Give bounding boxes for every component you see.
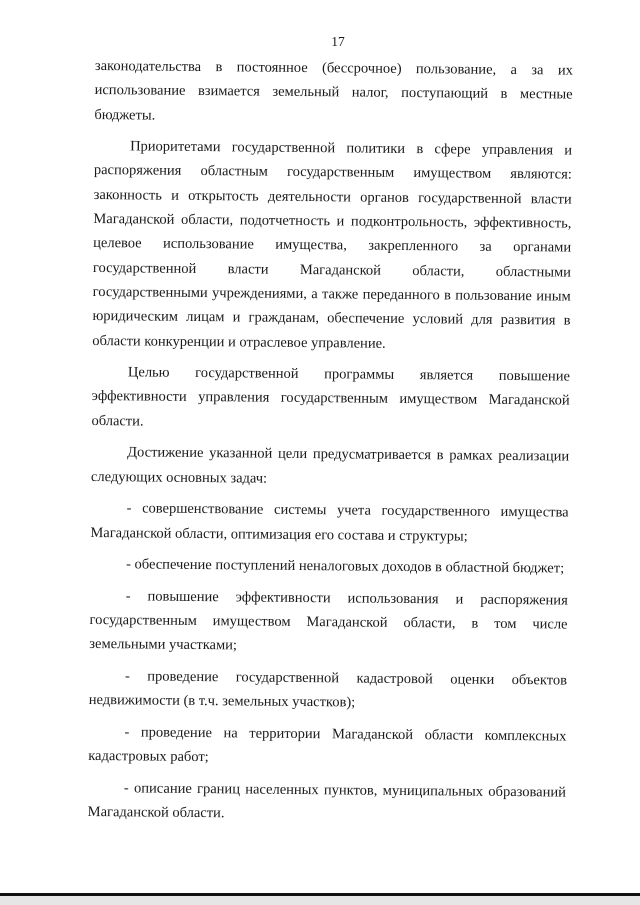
page-number: 17 [331,34,345,49]
scan-bottom-shadow [0,896,640,905]
paragraph-priorities: Приоритетами государственной политики в сфере управления и распоряжения областным государственным имуществом являются: законность и открытость деятельности органов государственной власти Магаданской области, подотчетность и подконтрольность, эффективность, целевое использование имущества, закрепленного за органами государственной власти Магаданской области, областными государственными учреждениями, а также переданного в пользование иным юридическим лицам и гражданам, обеспечение условий для развития в области конкуренции и отраслевое управление. [92,138,573,352]
list-item-task-cadastral-works: - проведение на территории Магаданской области комплексных кадастровых работ; [88,724,567,766]
paragraph-continuation: законодательства в постоянное (бессрочное) пользование, а за их использование взимается земельный налог, поступающий в местные бюджеты. [94,57,573,124]
list-item-task-accounting: - совершенствование системы учета государственного имущества Магаданской области, оптимизация его состава и структуры; [90,500,569,545]
paragraph-goal: Целью государственной программы является повышение эффективности управления государственным имуществом Магаданской области. [91,364,571,430]
list-item-task-efficiency: - повышение эффективности использования и распоряжения государственным имуществом Магаданской области, в том числе земельными участками; [89,588,568,654]
document-body [88,54,573,829]
list-item-task-cadastral-valuation: - проведение государственной кадастровой оценки объектов недвижимости (в т.ч. земельных участков); [88,668,568,711]
list-item-task-boundaries: - описание границ населенных пунктов, муниципальных образований Магаданской области. [87,779,567,822]
list-item-task-revenue: - обеспечение поступлений неналоговых доходов в областной бюджет; [126,556,565,577]
paragraph-tasks-intro: Достижение указанной цели предусматривается в рамках реализации следующих основных задач: [90,444,570,487]
